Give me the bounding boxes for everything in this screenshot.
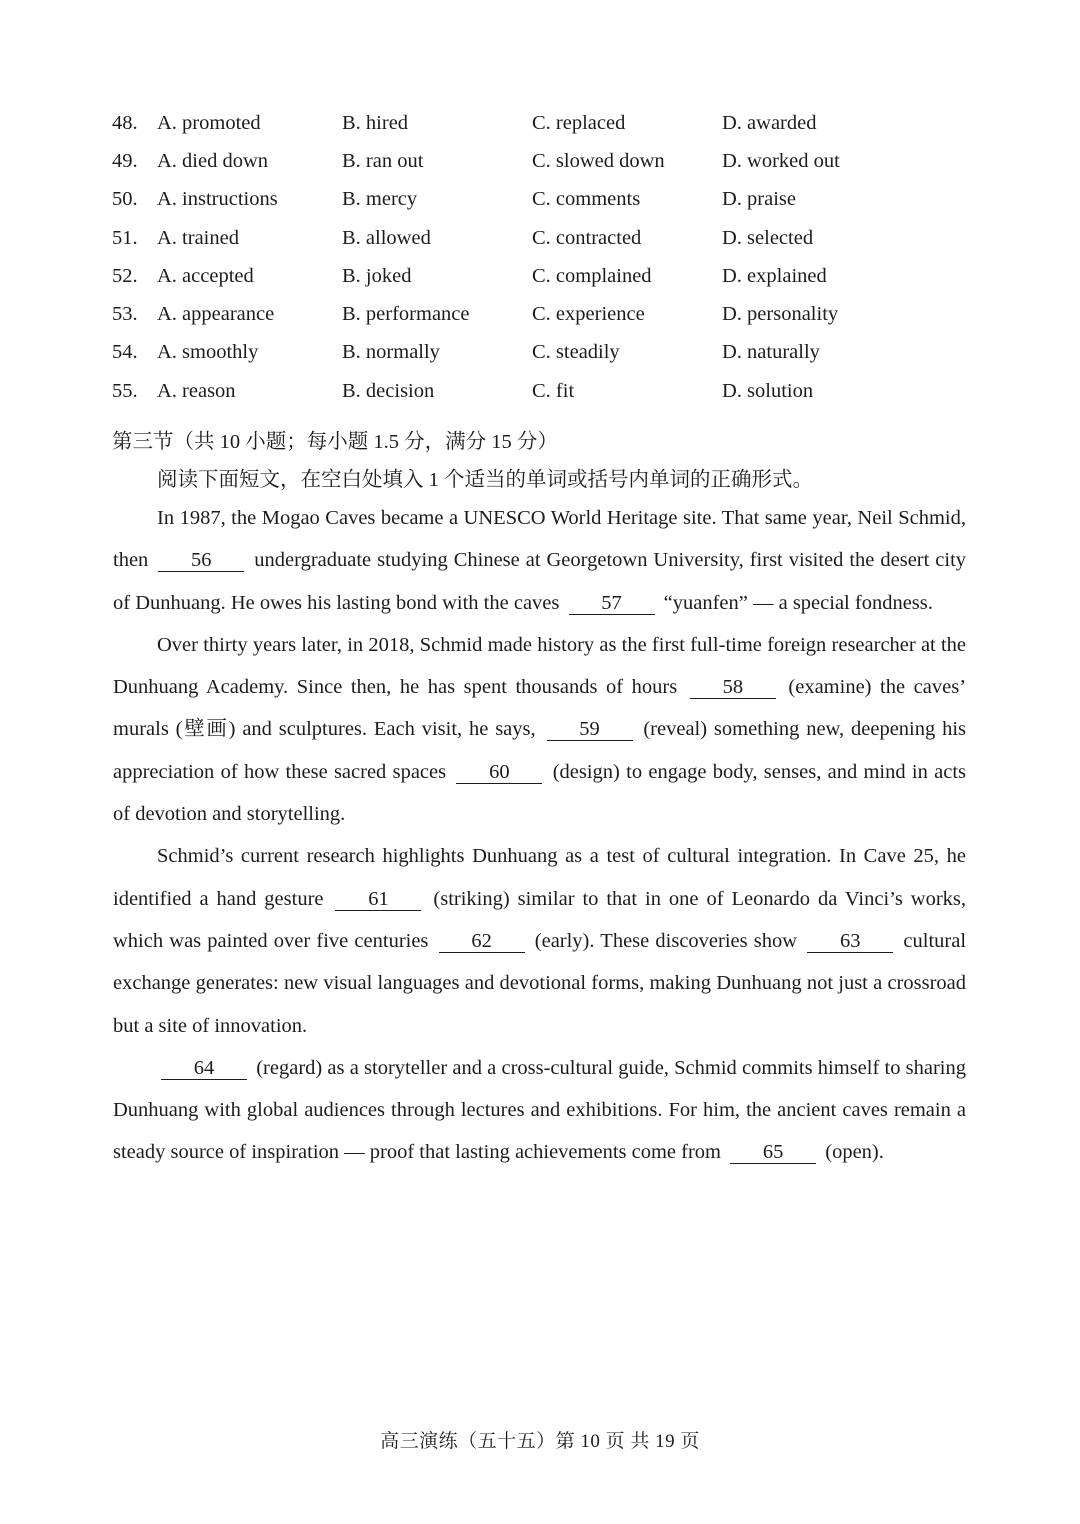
option-row-54 bbox=[112, 334, 972, 372]
paragraph-text: (reveal) something new, deepening his appreciation of how these sacred spaces bbox=[113, 718, 967, 783]
question-number: 49. bbox=[112, 149, 138, 172]
option-c: C. replaced bbox=[532, 111, 626, 134]
paragraph-2 bbox=[113, 624, 966, 835]
option-b: B. hired bbox=[342, 111, 409, 134]
paragraph-text: (striking) similar to that in one of Leonardo da Vinci’s works, which was painted over five centuries bbox=[113, 887, 967, 952]
question-number: 51. bbox=[112, 226, 138, 249]
option-a: A. instructions bbox=[157, 188, 278, 211]
option-b: B. ran out bbox=[342, 149, 424, 172]
paragraph-text: undergraduate studying Chinese at Georgetown University, first visited the desert city of Dunhuang. He owes his lasting bond with the caves bbox=[113, 549, 967, 614]
question-number: 48. bbox=[112, 111, 138, 134]
option-d: D. solution bbox=[722, 379, 814, 402]
blank-62[interactable]: 62 bbox=[439, 930, 525, 953]
option-a: A. trained bbox=[157, 226, 239, 249]
paragraph-text: (regard) as a storyteller and a cross-cultural guide, Schmid commits himself to sharing Dunhuang with global audiences through lectures and exhibitions. For him, the ancient caves remain a steady source of inspiration — proof that lasting achievements come from bbox=[113, 1056, 967, 1164]
blank-59[interactable]: 59 bbox=[547, 718, 633, 741]
paragraph-text: In 1987, the Mogao Caves became a UNESCO World Heritage site. That same year, Neil Schmid, then bbox=[113, 507, 966, 572]
blank-65[interactable]: 65 bbox=[730, 1141, 816, 1164]
paragraph-text: cultural exchange generates: new visual languages and devotional forms, making Dunhuang not just a crossroad but a site of innovation. bbox=[113, 929, 967, 1037]
option-b: B. normally bbox=[342, 341, 440, 364]
blank-61[interactable]: 61 bbox=[335, 888, 421, 911]
blank-58[interactable]: 58 bbox=[690, 676, 776, 699]
paragraph-4 bbox=[113, 1047, 966, 1174]
option-d: D. personality bbox=[722, 303, 839, 326]
blank-56[interactable]: 56 bbox=[158, 549, 244, 572]
question-number: 53. bbox=[112, 303, 138, 326]
question-number: 55. bbox=[112, 379, 138, 402]
question-number: 54. bbox=[112, 341, 138, 364]
option-d: D. awarded bbox=[722, 111, 817, 134]
option-d: D. naturally bbox=[722, 341, 820, 364]
option-c: C. slowed down bbox=[532, 149, 665, 172]
option-row-49 bbox=[112, 142, 972, 180]
option-row-53 bbox=[112, 295, 972, 333]
option-b: B. mercy bbox=[342, 188, 418, 211]
paragraph-text: “yuanfen” — a special fondness. bbox=[663, 591, 933, 614]
blank-63[interactable]: 63 bbox=[807, 930, 893, 953]
option-a: A. accepted bbox=[157, 264, 254, 287]
option-b: B. joked bbox=[342, 264, 412, 287]
option-a: A. smoothly bbox=[157, 341, 259, 364]
blank-57[interactable]: 57 bbox=[569, 592, 655, 615]
option-row-55 bbox=[112, 372, 972, 410]
option-c: C. comments bbox=[532, 188, 641, 211]
option-d: D. praise bbox=[722, 188, 797, 211]
option-d: D. selected bbox=[722, 226, 814, 249]
question-number: 52. bbox=[112, 264, 138, 287]
passage bbox=[113, 497, 966, 1174]
option-b: B. decision bbox=[342, 379, 435, 402]
option-row-50 bbox=[112, 181, 972, 219]
blank-64[interactable]: 64 bbox=[161, 1057, 247, 1080]
option-a: A. reason bbox=[157, 379, 236, 402]
paragraph-text: Schmid’s current research highlights Dunhuang as a test of cultural integration. In Cave 25, he identified a hand gesture bbox=[113, 845, 966, 910]
section-instruction: 阅读下面短文，在空白处填入 1 个适当的单词或括号内单词的正确形式。 bbox=[157, 469, 813, 491]
option-a: A. appearance bbox=[157, 303, 275, 326]
option-d: D. explained bbox=[722, 264, 827, 287]
option-row-48 bbox=[112, 104, 972, 142]
options-table bbox=[112, 104, 972, 410]
paragraph-text: (examine) the caves’ murals (壁画) and sculptures. Each visit, he says, bbox=[113, 676, 967, 741]
option-a: A. promoted bbox=[157, 111, 261, 134]
option-c: C. fit bbox=[532, 379, 575, 402]
option-row-51 bbox=[112, 219, 972, 257]
option-a: A. died down bbox=[157, 149, 269, 172]
page-footer: 高三演练（五十五）第 10 页 共 19 页 bbox=[380, 1431, 700, 1452]
blank-60[interactable]: 60 bbox=[456, 761, 542, 784]
paragraph-text: (design) to engage body, senses, and mind in acts of devotion and storytelling. bbox=[113, 760, 967, 826]
option-c: C. contracted bbox=[532, 226, 642, 249]
option-row-52 bbox=[112, 257, 972, 295]
option-b: B. performance bbox=[342, 303, 470, 326]
option-c: C. steadily bbox=[532, 341, 620, 364]
section-title: 第三节（共 10 小题；每小题 1.5 分，满分 15 分） bbox=[112, 431, 558, 453]
option-d: D. worked out bbox=[722, 149, 840, 172]
paragraph-1 bbox=[113, 497, 966, 624]
paragraph-3 bbox=[113, 835, 966, 1046]
option-c: C. experience bbox=[532, 303, 645, 326]
paragraph-text: (early). These discoveries show bbox=[534, 929, 798, 952]
option-c: C. complained bbox=[532, 264, 652, 287]
question-number: 50. bbox=[112, 188, 138, 211]
paragraph-text: Over thirty years later, in 2018, Schmid made history as the first full-time foreign researcher at the Dunhuang Academy. Since then, he has spent thousands of hours bbox=[113, 633, 966, 699]
paragraph-text: (open). bbox=[825, 1141, 884, 1164]
option-b: B. allowed bbox=[342, 226, 431, 249]
